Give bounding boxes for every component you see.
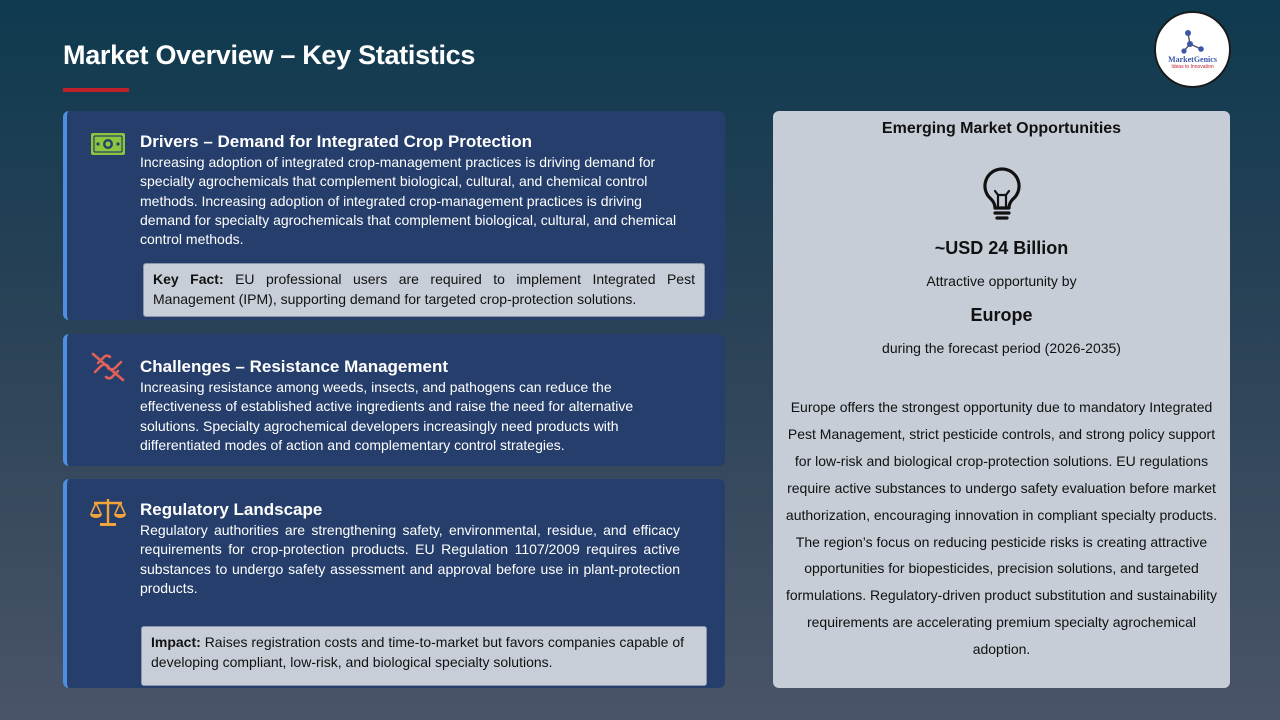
drivers-title: Drivers – Demand for Integrated Crop Protection (140, 132, 533, 151)
opportunity-title: Emerging Market Opportunities (881, 120, 1122, 137)
page-title: Market Overview – Key Statistics (63, 40, 476, 70)
logo-name: MarketGenics (1168, 55, 1217, 64)
drivers-text: Increasing adoption of integrated crop-management practices is driving demand for specialty agrochemicals that complement biological, cultural, and chemical control methods. Increasing adoption of integrated crop-management practices is driving demand for specialty agrochemicals that complement biological, cultural, and chemical control methods. (140, 154, 677, 248)
money-icon (89, 129, 127, 159)
opportunity-description: Europe offers the strongest opportunity due to mandatory Integrated Pest Management, strict pesticide controls, and strong policy support for low-risk and biological crop-protection solutions. EU regulations require active substances to undergo safety evaluation before market authorization, encouraging innovation in compliant specialty products. The region’s focus on reducing pesticide risks is creating attractive opportunities for biopesticides, precision solutions, and targeted formulations. Regulatory-driven product substitution and sustainability requirements are accelerating premium specialty agrochemical adoption. (785, 399, 1218, 658)
impact-text: Raises registration costs and time-to-market but favors companies capable of developing compliant, low-risk, and biological specialty solutions. (151, 634, 685, 670)
challenges-card (63, 334, 725, 466)
molecule-icon (1180, 29, 1206, 55)
title-underline (63, 88, 129, 92)
broken-link-icon (89, 352, 127, 382)
impact-box (141, 626, 707, 686)
company-logo (1154, 11, 1231, 88)
challenges-text: Increasing resistance among weeds, insects, and pathogens can reduce the effectiveness of established active ingredients and raise the need for alternative solutions. Specialty agrochemical developers increasingly need products with differentiated modes of action and complementary control strategies. (140, 379, 634, 453)
scales-icon (89, 497, 127, 527)
opportunity-amount: ~USD 24 Billion (934, 238, 1069, 258)
key-fact-label: Key Fact: (153, 271, 224, 287)
challenges-title: Challenges – Resistance Management (140, 357, 449, 376)
lightbulb-icon (977, 165, 1027, 221)
impact-label: Impact: (151, 634, 201, 650)
key-fact-text: EU professional users are required to implement Integrated Pest Management (IPM), supporting demand for targeted crop-protection solutions. (153, 271, 695, 307)
opportunity-subtitle: Attractive opportunity by (926, 273, 1077, 289)
forecast-period: during the forecast period (2026-2035) (882, 340, 1121, 356)
logo-tagline: Ideas to Innovation (1171, 64, 1214, 70)
regulatory-card (63, 479, 725, 688)
key-fact-box (143, 263, 705, 317)
regulatory-text: Regulatory authorities are strengthening safety, environmental, residue, and efficacy requirements for crop-protection products. EU Regulation 1107/2009 requires active substances to undergo safety assessment and approval before use in plant-protection products. (140, 522, 680, 596)
opportunity-region: Europe (970, 305, 1033, 325)
regulatory-title: Regulatory Landscape (140, 500, 323, 519)
opportunity-panel (773, 111, 1230, 688)
drivers-card (63, 111, 725, 320)
